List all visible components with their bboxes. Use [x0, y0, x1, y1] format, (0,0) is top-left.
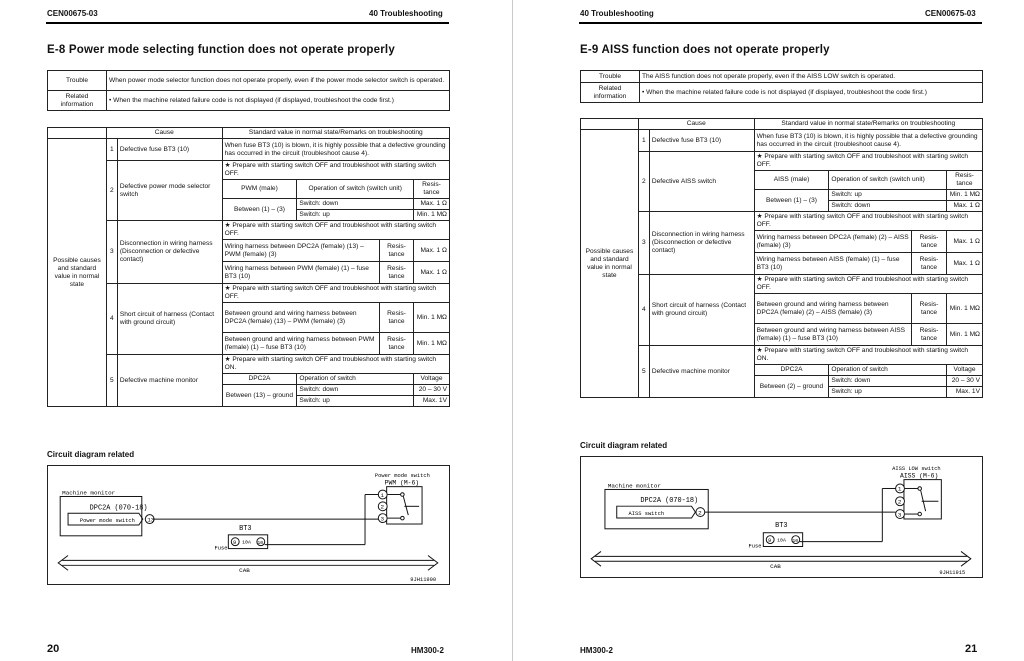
possible-causes-label: Possible causes and standard value in normal state [581, 130, 639, 398]
related-label: Related information [48, 91, 107, 111]
drawing-code: 9JH11900 [410, 577, 437, 584]
standard-header: Standard value in normal state/Remarks on troubleshooting [222, 128, 449, 139]
pin-label: 10 [792, 538, 799, 544]
value-type: Resis-tance [380, 240, 414, 262]
value-col: Voltage [413, 374, 449, 385]
cause-name: Defective fuse BT3 (10) [649, 130, 754, 152]
switch-state: Switch: up [297, 396, 414, 407]
circuit-title: Circuit diagram related [580, 441, 668, 450]
cause-number: 5 [638, 346, 649, 398]
machine-monitor-box [60, 496, 142, 535]
harness-desc: Between ground and wiring harness between DPC2A (female) (2) – AISS (female) (3) [754, 294, 911, 324]
cause-name: Defective AISS switch [649, 152, 754, 212]
page-number: 20 [47, 643, 60, 655]
machine-monitor-label: Machine monitor [62, 489, 116, 497]
standard-value: 20 – 30 V [413, 385, 449, 396]
cause-number: 2 [106, 161, 117, 221]
harness-desc: Wiring harness between DPC2A (female) (2) – AISS (female) (3) [754, 231, 911, 253]
cause-name: Disconnection in wiring harness (Disconnection or defective contact) [649, 212, 754, 275]
bt-label: BT3 [775, 521, 788, 530]
bt-label: BT3 [239, 524, 252, 533]
trouble-text: The AISS function does not operate properly, even if the AISS LOW switch is operated. [640, 71, 983, 83]
cause-table [580, 118, 983, 398]
cause-name: Defective fuse BT3 (10) [117, 139, 222, 161]
pin-label: 2 [897, 498, 902, 506]
left-page [0, 0, 504, 661]
machine-monitor-box [605, 489, 708, 528]
pin-label: 1 [380, 491, 385, 499]
prepare-note: ★ Prepare with starting switch OFF and troubleshoot with starting switch OFF. [754, 212, 982, 231]
cab-label: CAB [239, 567, 250, 575]
value-type: Resis-tance [380, 333, 414, 355]
harness-desc: Wiring harness between PWM (female) (1) – fuse BT3 (10) [222, 262, 379, 284]
page-number: 21 [965, 643, 978, 655]
standard-value: Max. 1 Ω [413, 240, 449, 262]
pin-label: 1 [897, 485, 902, 493]
prepare-note: ★ Prepare with starting switch OFF and troubleshoot with starting switch OFF. [754, 152, 982, 171]
standard-value: Max. 1 Ω [947, 201, 983, 212]
connector-label: DPC2A (070-18) [640, 497, 699, 506]
related-text: • When the machine related failure code is not displayed (if displayed, troubleshoot the code first.) [107, 91, 450, 111]
standard-value: Min. 1 MΩ [947, 324, 983, 346]
drawing-code: 9JH11915 [939, 570, 966, 577]
trouble-label: Trouble [581, 71, 640, 83]
value-type: Resis-tance [912, 324, 947, 346]
standard-value: Max. 1V [947, 387, 983, 398]
prepare-note: ★ Prepare with starting switch OFF and troubleshoot with starting switch OFF. [222, 221, 449, 240]
between-cell: Between (1) – (3) [222, 199, 297, 221]
cause-header: Cause [638, 119, 754, 130]
value-type: Resis-tance [912, 294, 947, 324]
cause-name: Short circuit of harness (Contact with ground circuit) [117, 284, 222, 355]
cause-number: 4 [106, 284, 117, 355]
cause-name: Short circuit of harness (Contact with ground circuit) [649, 275, 754, 346]
trouble-table [47, 70, 450, 111]
operation-col: Operation of switch (switch unit) [297, 180, 414, 199]
operation-col: Operation of switch (switch unit) [829, 171, 947, 190]
trouble-label: Trouble [48, 71, 107, 91]
standard-value: Min. 1 MΩ [947, 294, 983, 324]
cause-number: 5 [106, 355, 117, 407]
switch-state: Switch: up [829, 190, 947, 201]
related-label: Related information [581, 83, 640, 103]
section-title: 40 Troubleshooting [369, 9, 443, 18]
section-title: 40 Troubleshooting [580, 9, 654, 18]
standard-header: Standard value in normal state/Remarks on troubleshooting [754, 119, 982, 130]
doc-code: CEN00675-03 [925, 9, 976, 18]
cause-header: Cause [106, 128, 222, 139]
prepare-note: ★ Prepare with starting switch OFF and troubleshoot with starting switch OFF. [222, 284, 449, 303]
connector-col: PWM (male) [222, 180, 297, 199]
cause-number: 1 [638, 130, 649, 152]
page-title: E-9 AISS function does not operate properly [580, 44, 830, 56]
harness-desc: Wiring harness between DPC2A (female) (13) – PWM (female) (3) [222, 240, 379, 262]
connector-label: DPC2A (070-18) [89, 504, 148, 513]
switch-input-label: AISS switch [628, 511, 665, 518]
value-type: Resis-tance [912, 253, 947, 275]
pin-label: 3 [380, 515, 385, 523]
switch-state: Switch: down [829, 376, 947, 387]
pin-label: 9 [768, 537, 772, 544]
standard-value: Min. 1 MΩ [413, 303, 449, 333]
switch-state: Switch: down [829, 201, 947, 212]
cause-remarks: When fuse BT3 (10) is blown, it is highly possible that a defective grounding has occurred in the circuit (troubleshoot cause 4). [222, 139, 449, 161]
cause-number: 3 [638, 212, 649, 275]
value-col: Voltage [947, 365, 983, 376]
between-cell: Between (1) – (3) [754, 190, 829, 212]
related-text: • When the machine related failure code is not displayed (if displayed, troubleshoot the code first.) [640, 83, 983, 103]
switch-connector: PWM (M-6) [384, 479, 420, 487]
cause-remarks: When fuse BT3 (10) is blown, it is highly possible that a defective grounding has occurred in the circuit (troubleshoot cause 4). [754, 130, 982, 152]
fuse-label: Fuse [748, 543, 762, 550]
trouble-table [580, 70, 983, 103]
circuit-title: Circuit diagram related [47, 450, 135, 459]
pin-label: 3 [897, 511, 902, 519]
harness-desc: Between ground and wiring harness between PWM (female) (1) – fuse BT3 (10) [222, 333, 379, 355]
standard-value: Min. 1 MΩ [413, 210, 449, 221]
model-label: HM300-2 [580, 646, 613, 655]
value-type: Resis-tance [380, 262, 414, 284]
value-col: Resis-tance [413, 180, 449, 199]
pin-label: 10 [257, 540, 264, 546]
trouble-text: When power mode selector function does not operate properly, even if the power mode selector switch is operated. [107, 71, 450, 91]
page-title: E-8 Power mode selecting function does not operate properly [47, 44, 395, 56]
switch-input-label: Power mode switch [79, 518, 135, 525]
connector-col: AISS (male) [754, 171, 829, 190]
amp-label: 10A [777, 538, 786, 544]
cab-label: CAB [770, 563, 781, 571]
prepare-note: ★ Prepare with starting switch OFF and troubleshoot with starting switch OFF. [754, 275, 982, 294]
cause-number: 3 [106, 221, 117, 284]
prepare-note: ★ Prepare with starting switch OFF and troubleshoot with starting switch ON. [222, 355, 449, 374]
pin-label: 13 [147, 516, 155, 524]
cause-table [47, 127, 450, 407]
operation-col: Operation of switch [297, 374, 414, 385]
between-cell: Between (2) – ground [754, 376, 829, 398]
possible-causes-label: Possible causes and standard value in normal state [48, 139, 107, 407]
cause-number: 4 [638, 275, 649, 346]
connector-col: DPC2A [222, 374, 297, 385]
switch-title: Power mode switch [374, 472, 430, 479]
prepare-note: ★ Prepare with starting switch OFF and troubleshoot with starting switch ON. [754, 346, 982, 365]
prepare-note: ★ Prepare with starting switch OFF and troubleshoot with starting switch OFF. [222, 161, 449, 180]
switch-state: Switch: up [297, 210, 414, 221]
cause-name: Disconnection in wiring harness (Disconnection or defective contact) [117, 221, 222, 284]
standard-value: Max. 1 Ω [413, 262, 449, 284]
operation-col: Operation of switch [829, 365, 947, 376]
cause-number: 2 [638, 152, 649, 212]
header-rule [46, 22, 449, 24]
value-type: Resis-tance [912, 231, 947, 253]
page-gutter [512, 0, 513, 661]
header-rule [579, 22, 982, 24]
amp-label: 10A [242, 540, 251, 546]
harness-desc: Between ground and wiring harness between DPC2A (female) (13) – PWM (female) (3) [222, 303, 379, 333]
pin-label: 2 [380, 503, 385, 511]
harness-desc: Wiring harness between AISS (female) (1) – fuse BT3 (10) [754, 253, 911, 275]
pin-label: 9 [233, 539, 237, 546]
fuse-label: Fuse [214, 545, 228, 552]
standard-value: 20 – 30 V [947, 376, 983, 387]
switch-state: Switch: up [829, 387, 947, 398]
switch-title: AISS LOW switch [892, 465, 941, 472]
harness-desc: Between ground and wiring harness between AISS (female) (1) – fuse BT3 (10) [754, 324, 911, 346]
switch-connector: AISS (M-6) [900, 472, 939, 480]
standard-value: Max. 1V [413, 396, 449, 407]
model-label: HM300-2 [411, 646, 444, 655]
machine-monitor-label: Machine monitor [607, 482, 661, 490]
circuit-diagram [47, 465, 450, 585]
between-cell: Between (13) – ground [222, 385, 297, 407]
circuit-diagram [580, 456, 983, 578]
standard-value: Max. 1 Ω [947, 253, 983, 275]
standard-value: Max. 1 Ω [413, 199, 449, 210]
pin-label: 2 [698, 509, 702, 517]
standard-value: Min. 1 MΩ [413, 333, 449, 355]
right-page [520, 0, 1024, 661]
cause-name: Defective machine monitor [117, 355, 222, 407]
switch-state: Switch: down [297, 199, 414, 210]
doc-code: CEN00675-03 [47, 9, 98, 18]
standard-value: Min. 1 MΩ [947, 190, 983, 201]
cause-name: Defective machine monitor [649, 346, 754, 398]
value-type: Resis-tance [380, 303, 414, 333]
cause-number: 1 [106, 139, 117, 161]
cause-name: Defective power mode selector switch [117, 161, 222, 221]
value-col: Resis-tance [947, 171, 983, 190]
connector-col: DPC2A [754, 365, 829, 376]
standard-value: Max. 1 Ω [947, 231, 983, 253]
switch-state: Switch: down [297, 385, 414, 396]
